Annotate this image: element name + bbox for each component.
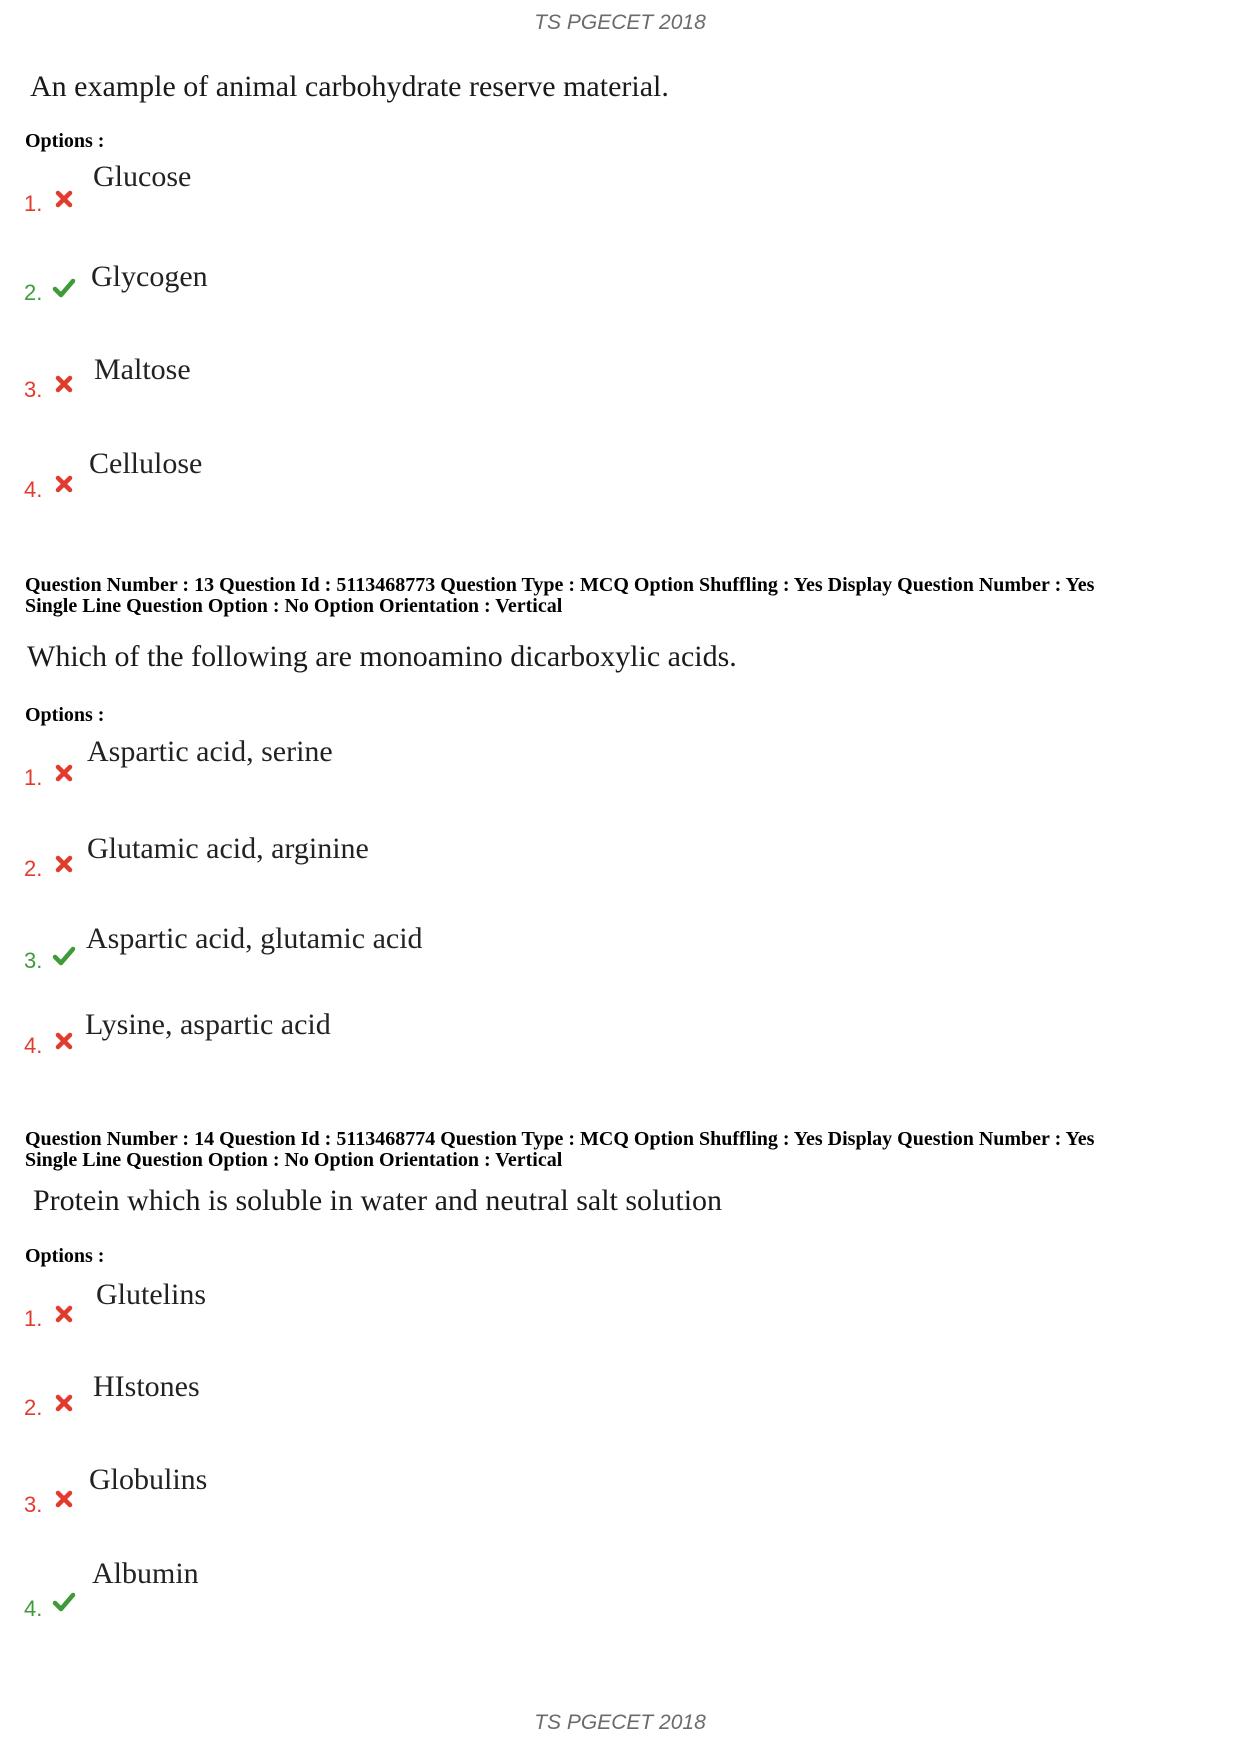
question-text: An example of animal carbohydrate reserve material.: [30, 70, 669, 103]
option-number: 4.: [24, 1033, 43, 1058]
option-number: 2.: [24, 856, 43, 881]
option-text: HIstones: [93, 1370, 200, 1403]
check-icon: [52, 276, 76, 300]
cross-icon: [52, 472, 76, 496]
question-meta-line1: Question Number : 13 Question Id : 5113468773 Question Type : MCQ Option Shuffling : Yes Display Question Number : Yes: [25, 574, 1095, 596]
question-meta-line2: Single Line Question Option : No Option Orientation : Vertical: [25, 1149, 563, 1171]
question-text: Protein which is soluble in water and neutral salt solution: [33, 1184, 723, 1217]
options-label: Options :: [25, 130, 105, 152]
option-number: 3.: [24, 948, 43, 973]
options-label: Options :: [25, 704, 105, 726]
check-icon: [52, 944, 76, 968]
option-text: Maltose: [94, 353, 191, 386]
option-number: 2.: [24, 280, 43, 305]
cross-icon: [52, 1302, 76, 1326]
option-text: Glycogen: [91, 260, 208, 293]
page-header: TS PGECET 2018: [534, 11, 706, 34]
option-number: 3.: [24, 1492, 43, 1517]
option-text: Glutamic acid, arginine: [87, 832, 369, 865]
option-number: 1.: [24, 191, 43, 216]
question-text: Which of the following are monoamino dicarboxylic acids.: [27, 640, 737, 673]
cross-icon: [52, 187, 76, 211]
option-text: Aspartic acid, glutamic acid: [86, 922, 423, 955]
check-icon: [52, 1590, 76, 1614]
cross-icon: [52, 852, 76, 876]
option-text: Cellulose: [89, 447, 203, 480]
option-text: Glucose: [93, 160, 192, 193]
question-meta: [25, 575, 1094, 617]
page-footer: TS PGECET 2018: [534, 1711, 706, 1734]
options-label: Options :: [25, 1245, 105, 1267]
option-number: 4.: [24, 477, 43, 502]
option-text: Aspartic acid, serine: [87, 735, 333, 768]
cross-icon: [52, 761, 76, 785]
question-meta: [25, 1129, 1094, 1171]
option-number: 2.: [24, 1395, 43, 1420]
option-number: 3.: [24, 377, 43, 402]
question-meta-line2: Single Line Question Option : No Option Orientation : Vertical: [25, 595, 563, 617]
option-text: Globulins: [89, 1463, 208, 1496]
option-text: Albumin: [92, 1557, 199, 1590]
cross-icon: [52, 1391, 76, 1415]
option-number: 1.: [24, 1306, 43, 1331]
cross-icon: [52, 372, 76, 396]
option-text: Lysine, aspartic acid: [85, 1008, 331, 1041]
option-number: 4.: [24, 1596, 43, 1621]
question-meta-line1: Question Number : 14 Question Id : 5113468774 Question Type : MCQ Option Shuffling : Yes Display Question Number : Yes: [25, 1128, 1095, 1150]
option-number: 1.: [24, 765, 43, 790]
cross-icon: [52, 1487, 76, 1511]
cross-icon: [52, 1029, 76, 1053]
option-text: Glutelins: [96, 1278, 206, 1311]
